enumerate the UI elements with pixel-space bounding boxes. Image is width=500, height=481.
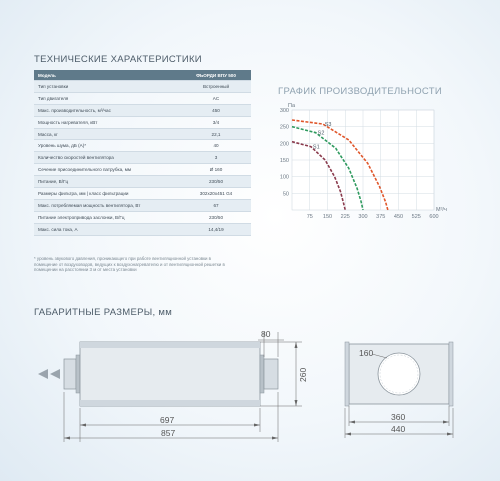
- specs-row-value: 14,4/19: [181, 223, 251, 235]
- specs-row-value: Встроенный: [181, 81, 251, 93]
- x-tick-label: 75: [306, 214, 313, 220]
- unit-side-view: [20, 322, 320, 447]
- specs-header-row: [34, 70, 251, 81]
- specs-row-label: Мощность нагревателя, кВт: [34, 116, 181, 128]
- dim-length-total: 857: [161, 428, 176, 438]
- specs-row: [34, 104, 251, 116]
- x-tick-label: 600: [429, 214, 439, 220]
- y-axis-label: Па: [288, 103, 296, 109]
- specs-footnote: * уровень звукового давления, проникающего при работе вентиляционной установки в помещение от воздуховодов, ведущих к воздухонагревателю и от вентиляционной решетки в помещении на расстоянии 3 м от места установки: [34, 256, 225, 273]
- x-tick-label: 450: [393, 214, 404, 220]
- specs-header-label: Модель: [34, 70, 181, 81]
- specs-row: [34, 92, 251, 104]
- specs-row: [34, 152, 251, 164]
- dim-diameter: 160: [359, 348, 374, 358]
- airflow-arrows-icon: [38, 369, 60, 379]
- unit-body: [80, 342, 260, 406]
- specs-row-label: Макс. производительность, м³/час: [34, 104, 181, 116]
- series-label: S1: [312, 144, 320, 151]
- chart-title: ГРАФИК ПРОИЗВОДИТЕЛЬНОСТИ: [278, 86, 442, 97]
- specs-row-value: 40: [181, 140, 251, 152]
- specs-row-value: 3/4: [181, 116, 251, 128]
- x-tick-label: 225: [340, 214, 350, 220]
- y-tick-label: 150: [279, 158, 289, 164]
- y-tick-label: 200: [279, 141, 289, 148]
- performance-chart: [270, 98, 470, 230]
- specs-row-label: Макс. потребляемая мощность вентилятора, Вт: [34, 199, 181, 211]
- specs-row-value: 3: [181, 152, 251, 164]
- x-tick-label: 300: [358, 214, 368, 220]
- outlet-spigot: [264, 359, 278, 389]
- specs-row-value: 67: [181, 199, 251, 211]
- specs-row-label: Масса, кг: [34, 128, 181, 140]
- specs-row: [34, 116, 251, 128]
- x-axis-label: М³/ч: [436, 207, 447, 213]
- y-tick-label: 100: [279, 174, 289, 181]
- specs-row-label: Макс. сила тока, А: [34, 223, 181, 235]
- series-label: S3: [324, 122, 332, 128]
- specs-row-label: Уровень шума, дБ (А)*: [34, 140, 181, 152]
- specs-row-label: Сечение присоединительного патрубка, мм: [34, 164, 181, 176]
- dimensions-title: ГАБАРИТНЫЕ РАЗМЕРЫ, мм: [34, 307, 173, 318]
- specs-header-value: ФЬОРДИ ВПУ 500: [181, 70, 251, 81]
- specs-row-label: Питание, В/Гц: [34, 176, 181, 188]
- specs-title: ТЕХНИЧЕСКИЕ ХАРАКТЕРИСТИКИ: [34, 54, 202, 65]
- specs-row-label: Тип установки: [34, 81, 181, 93]
- specs-row: [34, 81, 251, 93]
- specs-row-label: Размеры фильтра, мм | класс фильтрации: [34, 188, 181, 200]
- specs-row: [34, 223, 251, 235]
- specs-row-value: AC: [181, 92, 251, 104]
- specs-row-value: 302х20х451 G4: [181, 188, 251, 200]
- duct-opening-icon: [378, 353, 420, 395]
- y-tick-label: 300: [279, 108, 289, 114]
- inlet-spigot: [64, 359, 76, 389]
- specs-row-label: Питание электропривода заслонки, В/Гц: [34, 211, 181, 223]
- specs-row-value: 230/50: [181, 176, 251, 188]
- specs-table: [34, 70, 251, 236]
- series-label: S2: [317, 130, 325, 137]
- specs-row-value: 230/50: [181, 211, 251, 223]
- specs-row: [34, 140, 251, 152]
- y-tick-label: 250: [279, 124, 289, 131]
- unit-front-view: [335, 330, 465, 442]
- dim-width-inner: 360: [391, 412, 406, 422]
- dim-spigot-length: 80: [261, 329, 271, 339]
- specs-row: [34, 128, 251, 140]
- dim-height: 260: [298, 367, 308, 382]
- specs-row: [34, 176, 251, 188]
- x-tick-label: 375: [376, 214, 386, 220]
- specs-row-value: 450: [181, 104, 251, 116]
- specs-row-label: Тип двигателя: [34, 92, 181, 104]
- x-tick-label: 525: [411, 214, 421, 220]
- dim-width-total: 440: [391, 424, 406, 434]
- specs-row: [34, 211, 251, 223]
- specs-row-label: Количество скоростей вентилятора: [34, 152, 181, 164]
- specs-row-value: 22,1: [181, 128, 251, 140]
- x-tick-label: 150: [322, 214, 333, 220]
- specs-row: [34, 164, 251, 176]
- specs-row-value: Ø 160: [181, 164, 251, 176]
- specs-row: [34, 199, 251, 211]
- specs-row: [34, 188, 251, 200]
- y-tick-label: 50: [282, 191, 289, 198]
- dim-length-inner: 697: [160, 415, 175, 425]
